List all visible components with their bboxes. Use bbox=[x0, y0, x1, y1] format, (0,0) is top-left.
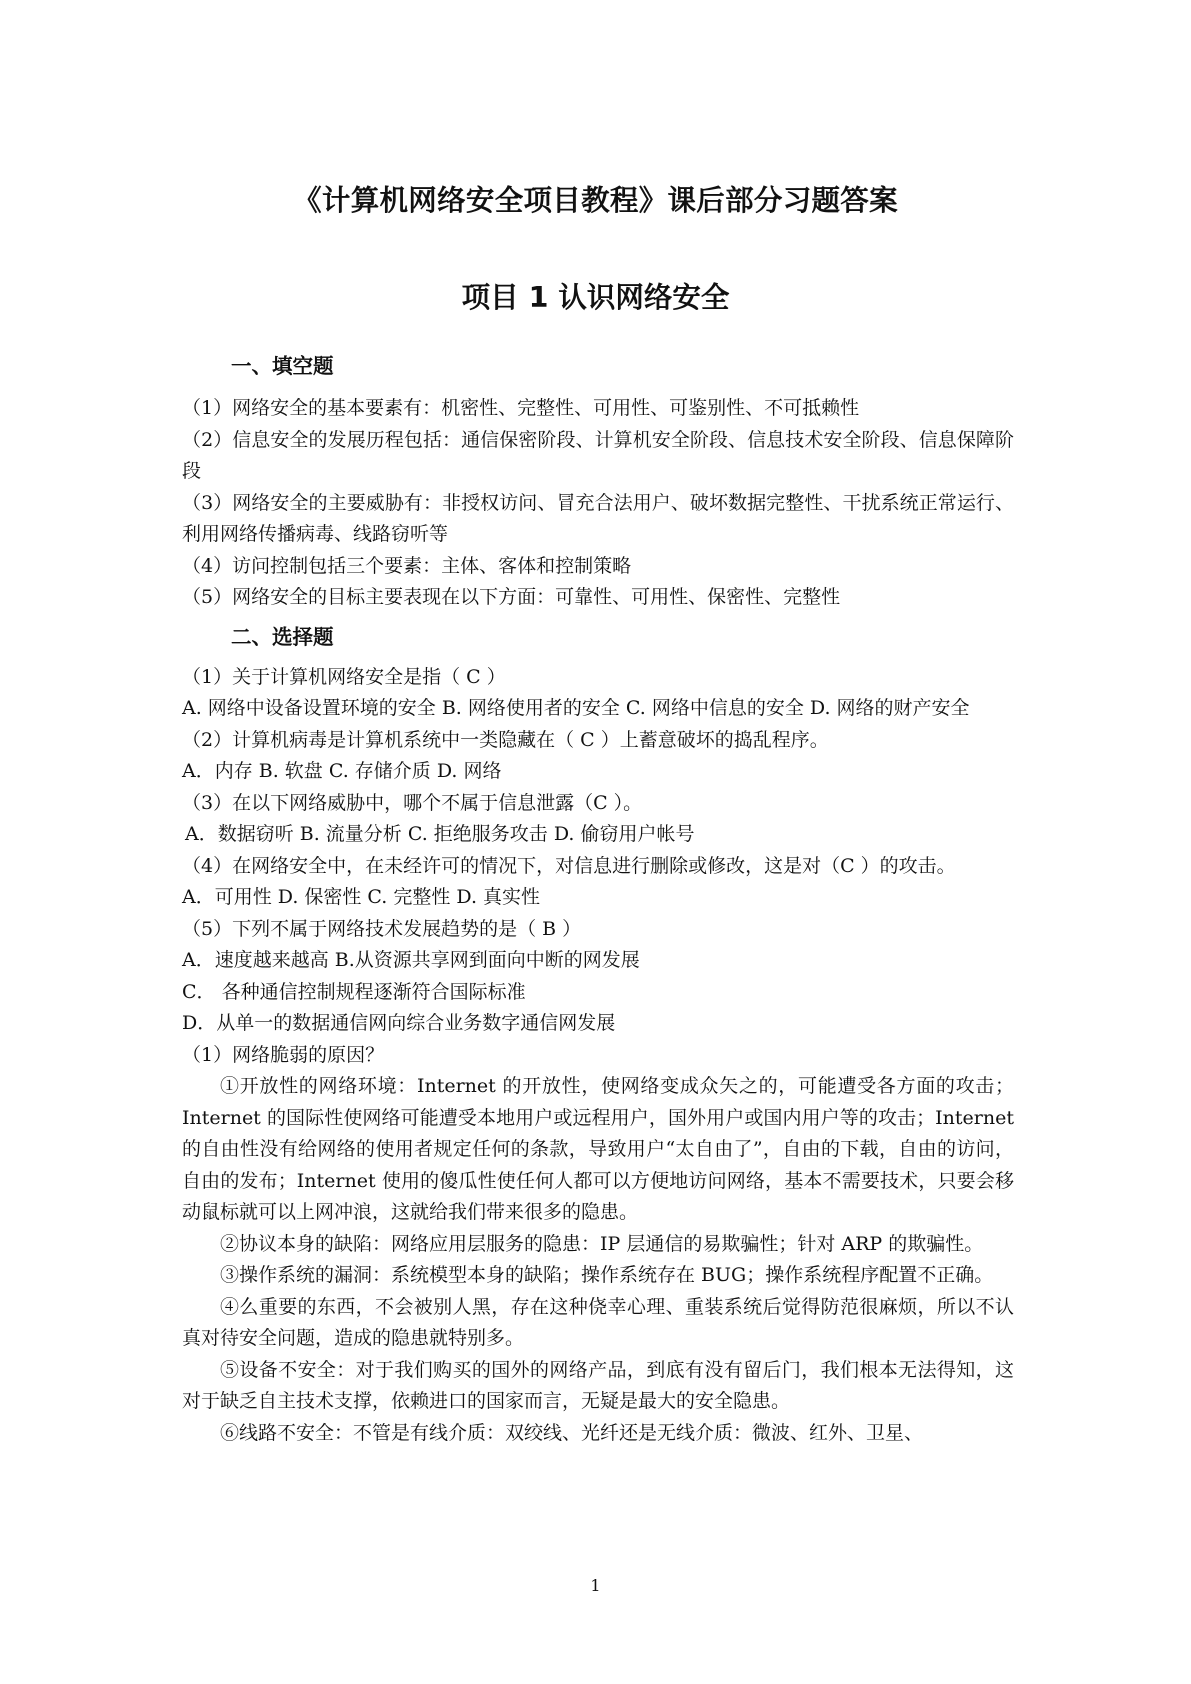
answer-paragraph-6: ⑥线路不安全：不管是有线介质：双绞线、光纤还是无线介质：微波、红外、卫星、 bbox=[220, 1421, 924, 1444]
choice-options-5d: D．从单一的数据通信网向综合业务数字通信网发展 bbox=[182, 1012, 616, 1034]
choice-options-5c: C． 各种通信控制规程逐渐符合国际标准 bbox=[182, 980, 526, 1003]
fill-blank-item-5: （5）网络安全的目标主要表现在以下方面：可靠性、可用性、保密性、完整性 bbox=[182, 586, 841, 608]
fill-blank-item-3: （3）网络安全的主要威胁有：非授权访问、冒充合法用户、破坏数据完整性、干扰系统正常运行、利用网络传播病毒、线路窃听等 bbox=[182, 491, 1014, 545]
choice-options-1: A. 网络中设备设置环境的安全 B. 网络使用者的安全 C. 网络中信息的安全 D. 网络的财产安全 bbox=[182, 697, 970, 719]
choice-question-3: （3）在以下网络威胁中，哪个不属于信息泄露（C ）。 bbox=[182, 791, 643, 814]
fill-blank-item-1: （1）网络安全的基本要素有：机密性、完整性、可用性、可鉴别性、不可抵赖性 bbox=[182, 397, 860, 419]
answer-paragraph-4: ④么重要的东西，不会被别人黑，存在这种侥幸心理、重装系统后觉得防范很麻烦，所以不认真对待安全问题，造成的隐患就特别多。 bbox=[182, 1295, 1014, 1349]
choice-question-5: （5）下列不属于网络技术发展趋势的是（ B ） bbox=[182, 917, 582, 940]
choice-options-5a: A．速度越来越高 B.从资源共享网到面向中断的网发展 bbox=[182, 949, 640, 971]
short-answer-question-1: （1）网络脆弱的原因？ bbox=[182, 1043, 385, 1066]
fill-blank-heading: 一、填空题 bbox=[231, 354, 334, 378]
choice-options-3: A．数据窃听 B. 流量分析 C. 拒绝服务攻击 D. 偷窃用户帐号 bbox=[185, 823, 695, 845]
fill-blank-item-4: （4）访问控制包括三个要素：主体、客体和控制策略 bbox=[182, 554, 632, 577]
document-body bbox=[182, 349, 1014, 1449]
project-title: 项目 1 认识网络安全 bbox=[461, 281, 730, 314]
answer-paragraph-3: ③操作系统的漏洞：系统模型本身的缺陷；操作系统存在 BUG；操作系统程序配置不正确。 bbox=[220, 1264, 994, 1286]
page-number: 1 bbox=[590, 1576, 601, 1595]
answer-paragraph-2: ②协议本身的缺陷：网络应用层服务的隐患：IP 层通信的易欺骗性；针对 ARP 的欺骗性。 bbox=[220, 1232, 984, 1255]
choice-options-2: A．内存 B. 软盘 C. 存储介质 D. 网络 bbox=[182, 760, 502, 782]
choice-heading: 二、选择题 bbox=[231, 624, 334, 649]
fill-blank-item-2: （2）信息安全的发展历程包括：通信保密阶段、计算机安全阶段、信息技术安全阶段、信息保障阶段 bbox=[182, 428, 1014, 482]
answer-paragraph-1: ①开放性的网络环境：Internet 的开放性，使网络变成众矢之的，可能遭受各方面的攻击；Internet 的国际性使网络可能遭受本地用户或远程用户，国外用户或国内用户等的攻击；Internet 的自由性没有给网络的使用者规定任何的条款，导致用户“太自由了”，自由的下载，自由的访问，自由的发布；Internet 使用的傻瓜性使任何人都可以方便地访问网络，基本不需要技术，只要会移动鼠标就可以上网冲浪，这就给我们带来很多的隐患。 bbox=[182, 1075, 1014, 1223]
choice-question-1: （1）关于计算机网络安全是指（ C ） bbox=[182, 665, 506, 688]
choice-options-4: A．可用性 D. 保密性 C. 完整性 D. 真实性 bbox=[182, 886, 541, 908]
answer-paragraph-5: ⑤设备不安全：对于我们购买的国外的网络产品，到底有没有留后门，我们根本无法得知，这对于缺乏自主技术支撑，依赖进口的国家而言，无疑是最大的安全隐患。 bbox=[182, 1358, 1014, 1412]
choice-question-2: （2）计算机病毒是计算机系统中一类隐藏在（ C ）上蓄意破坏的捣乱程序。 bbox=[182, 728, 829, 751]
choice-question-4: （4）在网络安全中，在未经许可的情况下，对信息进行删除或修改，这是对（C ）的攻击。 bbox=[182, 854, 956, 877]
document-title: 《计算机网络安全项目教程》课后部分习题答案 bbox=[293, 184, 898, 217]
